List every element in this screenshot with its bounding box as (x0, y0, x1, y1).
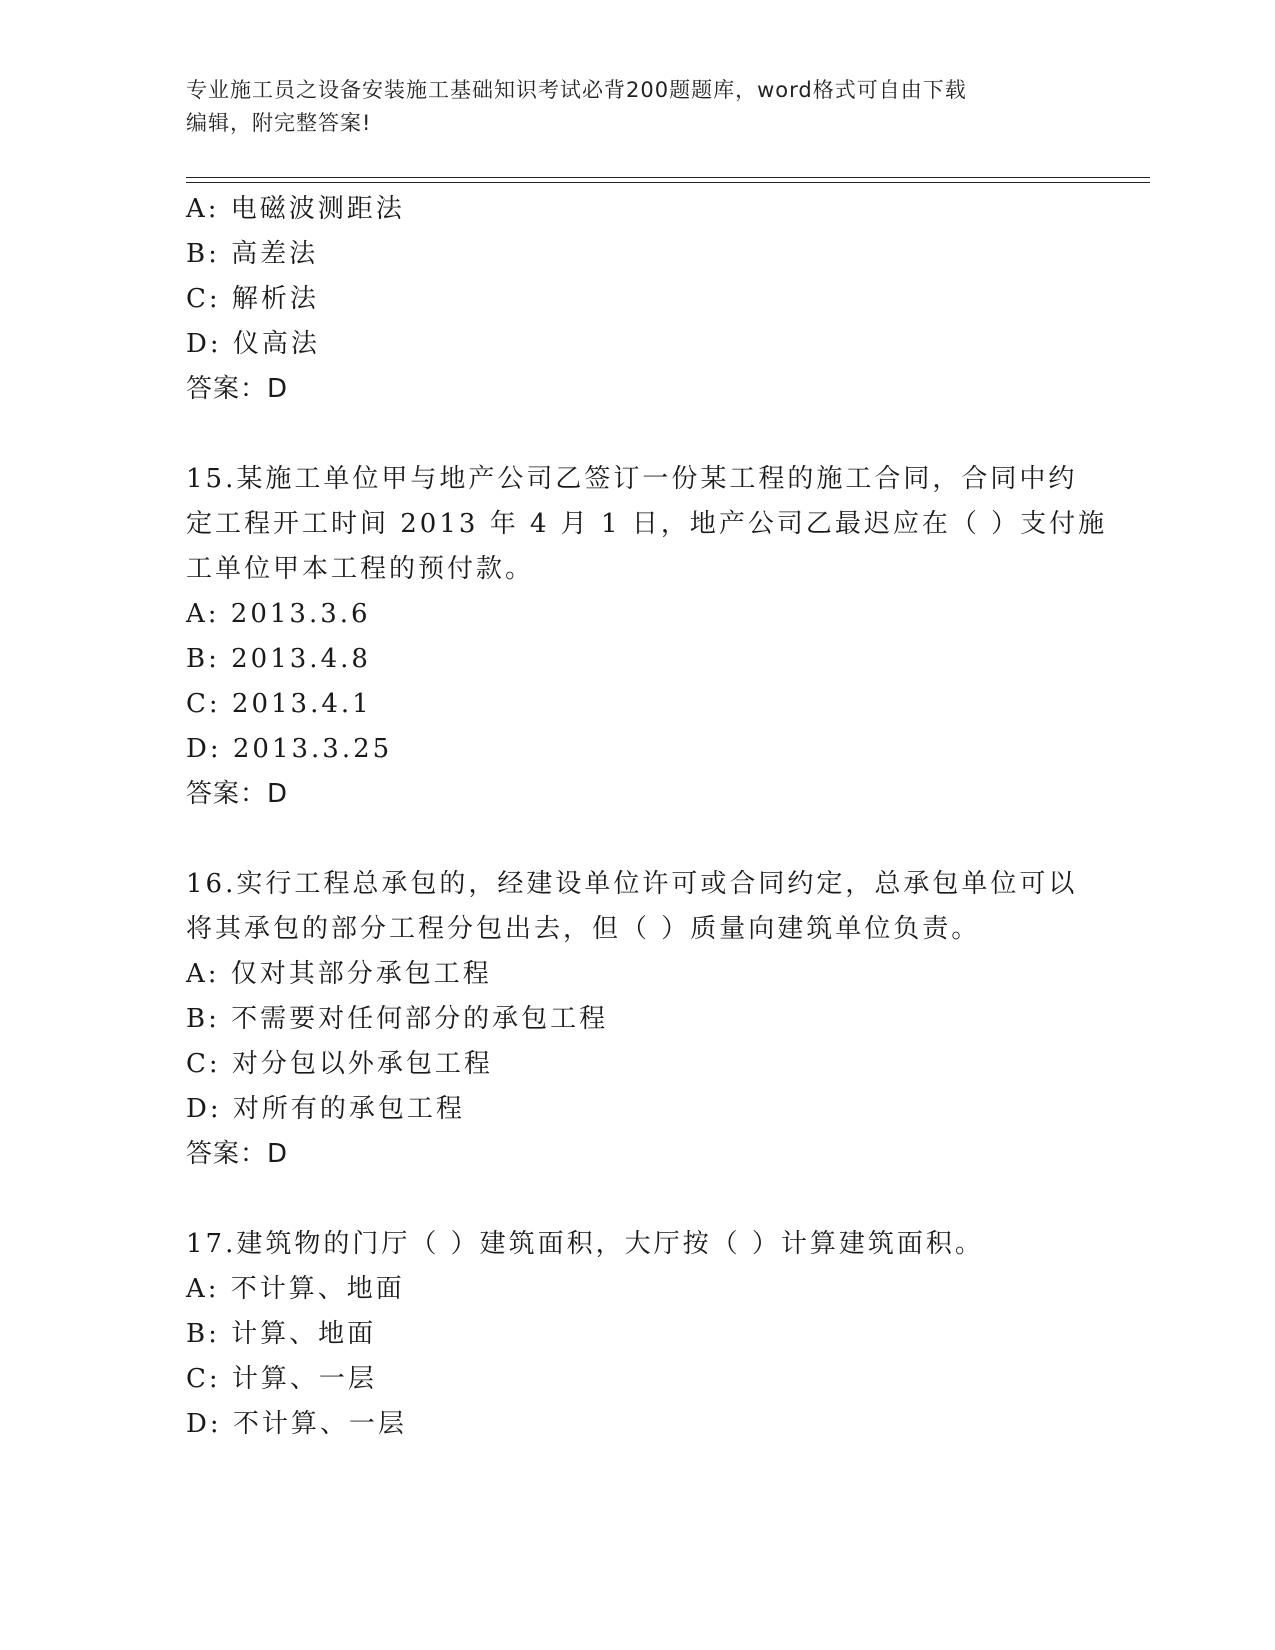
q14-option-b: B: 高差法 (186, 239, 319, 269)
q15-option-a: A: 2013.3.6 (186, 599, 371, 629)
q17-option-d: D: 不计算、一层 (186, 1409, 407, 1439)
q17-option-a: A: 不计算、地面 (186, 1274, 405, 1304)
header-line-1: 专业施工员之设备安装施工基础知识考试必背200题题库，word格式可自由下载 (186, 78, 967, 102)
q16-option-a: A: 仅对其部分承包工程 (186, 959, 492, 989)
q16-answer: 答案：D (186, 1139, 289, 1169)
q14-option-c: C: 解析法 (186, 284, 319, 314)
q16-stem-line-2: 将其承包的部分工程分包出去，但（ ）质量向建筑单位负责。 (186, 914, 981, 944)
q14-option-a: A: 电磁波测距法 (186, 194, 405, 224)
header-rule-bottom (186, 182, 1150, 183)
q15-option-d: D: 2013.3.25 (186, 734, 393, 764)
q15-stem-line-3: 工单位甲本工程的预付款。 (186, 554, 535, 584)
q16-option-c: C: 对分包以外承包工程 (186, 1049, 493, 1079)
q15-option-c: C: 2013.4.1 (186, 689, 372, 719)
q15-answer: 答案：D (186, 779, 289, 809)
q17-stem-line-1: 17.建筑物的门厅（ ）建筑面积，大厅按（ ）计算建筑面积。 (186, 1229, 984, 1259)
q14-option-d: D: 仪高法 (186, 329, 320, 359)
q17-option-c: C: 计算、一层 (186, 1364, 377, 1394)
q15-stem-line-1: 15.某施工单位甲与地产公司乙签订一份某工程的施工合同，合同中约 (186, 464, 1078, 494)
q15-stem-line-2: 定工程开工时间 2013 年 4 月 1 日，地产公司乙最迟应在（ ）支付施 (186, 509, 1108, 539)
q16-stem-line-1: 16.实行工程总承包的，经建设单位许可或合同约定，总承包单位可以 (186, 869, 1078, 899)
q15-option-b: B: 2013.4.8 (186, 644, 371, 674)
q17-option-b: B: 计算、地面 (186, 1319, 377, 1349)
header-line-2: 编辑，附完整答案! (186, 111, 372, 135)
q16-option-b: B: 不需要对任何部分的承包工程 (186, 1004, 609, 1034)
q16-option-d: D: 对所有的承包工程 (186, 1094, 465, 1124)
header-rule-top (186, 177, 1150, 178)
document-header (186, 74, 1086, 140)
q14-answer: 答案：D (186, 374, 289, 404)
